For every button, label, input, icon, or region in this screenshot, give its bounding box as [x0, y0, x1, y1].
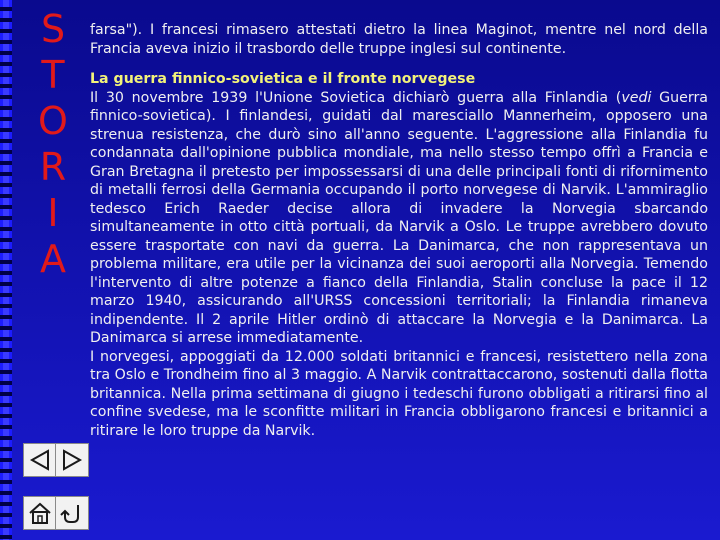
home-button[interactable]	[23, 496, 57, 530]
decorative-film-strip	[0, 0, 12, 540]
title-letter-o: O	[38, 99, 68, 143]
next-slide-button[interactable]	[55, 443, 89, 477]
vedi-link-text: vedi	[621, 89, 652, 106]
slide-content	[90, 21, 708, 440]
return-button[interactable]	[55, 496, 89, 530]
prev-slide-button[interactable]	[23, 443, 57, 477]
triangle-right-icon	[60, 448, 84, 472]
home-icon	[27, 500, 53, 526]
body-paragraph-2: I norvegesi, appoggiati da 12.000 soldati britannici e francesi, resistettero nella zona tra Oslo e Trondheim fino al 3 maggio. A Narvik contrattaccarono, sostenuti dalla flotta britannica. Nella prima settimana di giugno i tedeschi furono obbligati a ritirarsi fino al confine svedese, ma le sconfitte militari in Francia obbligarono francesi e britannici a ritirare le loro truppe da Narvik.	[90, 348, 708, 439]
title-letter-t: T	[41, 53, 65, 97]
title-letter-i: I	[47, 191, 59, 235]
vertical-title	[28, 6, 78, 282]
title-letter-a: A	[40, 237, 66, 281]
triangle-left-icon	[28, 448, 52, 472]
intro-paragraph: farsa"). I francesi rimasero attestati dietro la linea Maginot, mentre nel nord della Francia aveva inizio il trasbordo delle truppe inglesi sul continente.	[90, 22, 708, 57]
paragraph-1-text-a: Il 30 novembre 1939 l'Unione Sovietica dichiarò guerra alla Finlandia (	[90, 89, 622, 106]
section-heading: La guerra finnico-sovietica e il fronte norvegese	[90, 71, 476, 87]
return-arrow-icon	[59, 500, 85, 526]
title-letter-s: S	[40, 7, 66, 51]
paragraph-1-text-b: Guerra finnico-sovietica). I finlandesi, guidati dal maresciallo Mannerheim, opposero una strenua resistenza, che durò sino all'anno seguente. L'aggressione alla Finlandia fu condannata dall'opinione pubblica mondiale, ma nello stesso tempo offrì a Francia e Gran Bretagna il pretesto per impossessarsi di una delle principali fonti di rifornimento di metalli ferrosi della Germania occupando il porto norvegese di Narvik. L'ammiraglio tedesco Erich Raeder decise allora di invadere la Norvegia sbarcando simultaneamente in otto città portuali, da Narvik a Oslo. Le truppe avrebbero dovuto essere trasportate con navi da guerra. La Danimarca, che non rappresentava un problema militare, era utile per la vicinanza dei suoi aeroporti alla Norvegia. Temendo l'intervento di altre potenze a fianco della Finlandia, Stalin concluse la pace il 12 marzo 1940, assicurando all'URSS concessioni territoriali; la Finlandia rimaneva indipendente. Il 2 aprile Hitler ordinò di attaccare la Norvegia e la Danimarca. La Danimarca si arrese immediatamente.	[90, 89, 708, 346]
title-letter-r: R	[39, 145, 67, 189]
body-paragraph-1	[90, 89, 708, 348]
